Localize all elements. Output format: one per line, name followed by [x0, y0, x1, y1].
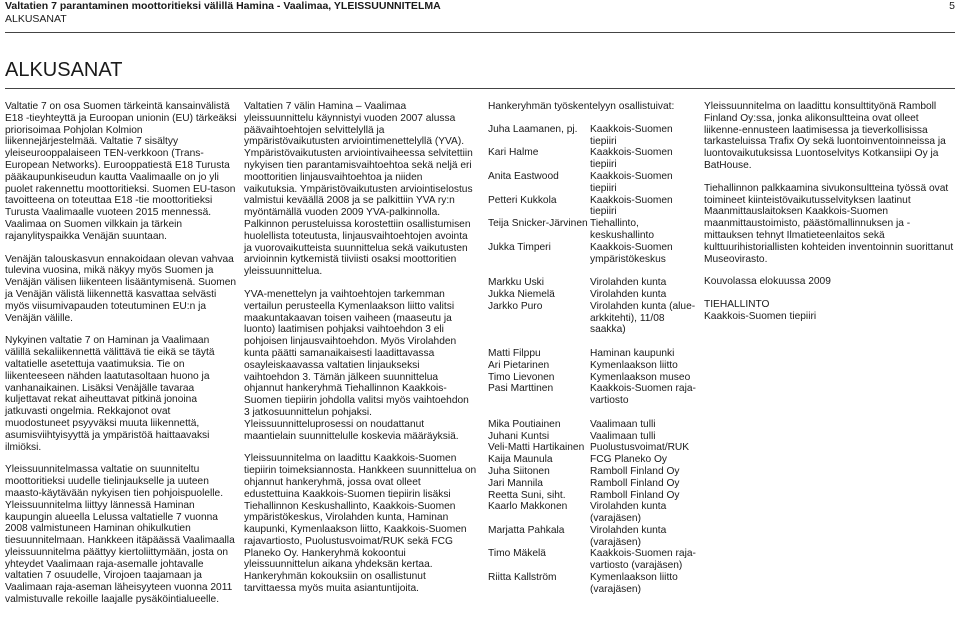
paragraph: Nykyinen valtatie 7 on Haminan ja Vaalimaan välillä sekaliikennettä välittävä tie eikä se täytä valtatielle asetettuja vaatimuksia. Tie on liikenteeseen nähden laatutasoltaan huono ja vanhanaikainen. Lisäksi Venäjälle tavaraa kuljettavat rekat aiheuttavat pitkinä jonoina jatkuvasti ongelmia. Rekkajonot ovat muodostuneet psyyväksi muuta liikennettä, asumisviihtyisyyttä ja ympäristöä haittaavaksi ilmiöksi.	[5, 335, 215, 453]
team-member-row	[488, 525, 700, 549]
team-member-row	[488, 171, 700, 195]
paragraph: YVA-menettelyn ja vaihtoehtojen tarkemman vertailun perusteella Kymenlaakson liitto valitsi maakuntakaavan toisen vaiheen (maaseutu ja luonto) laatimisen pohjaksi vaihtoehdon 3 eli pohjoisen linjausvaihtoehdon. Myös Virolahden kunta päätti samanaikaisesti laadittavassa osayleiskaavassa valtatien linjaukseksi vaihtoehdon 3. Tämän jälkeen suunnittelua ohjannut hankeryhmä Tiehallinnon Kaakkois-Suomen tiepiirin johdolla valitsi myös vaihtoehdon 3 jatkosuunnittelun pohjaksi. Yleissuunnitteluprosessi on noudattanut maantielain suunnittelulle koskevia määräyksiä.	[244, 288, 469, 442]
team-member-row	[488, 372, 700, 384]
team-member-organization: Virolahden kunta (alue-arkkitehti), 11/08 saakka)	[590, 300, 696, 336]
paragraph: Yleissuunnitelmassa valtatie on suunniteltu moottoritieksi uudelle tielinjaukselle ja uuteen maasto-käytävään nykyisen tien pohjoispuolelle. Yleissuunnitelma liittyy lännessä Haminan kaupungin alueella Lelussa valtatielle 7 vuonna 2008 valmistuneen Haminan ohikulkutien tiesuunnitelmaan. Hankkeen itäpäässä Vaalimaalla yleissuunnitelma päättyy kiertoliittymään, josta on yhteydet Vaalimaan raja-asemalle johtavalle valtatien 7 osuudelle, Virojoen taajamaan ja Vaalimaan raja-aseman läheisyyteen vuonna 2011 valmistuvalle rekoille laajalle pysäköintialueelle.	[5, 464, 235, 606]
team-member-row	[488, 147, 700, 171]
team-member-row	[488, 124, 700, 148]
team-member-organization: Kaakkois-Suomen tiepiiri	[590, 147, 673, 171]
team-member-organization: Virolahden kunta	[590, 288, 667, 300]
team-member-name: Kari Halme	[488, 147, 539, 159]
team-member-organization: Virolahden kunta	[590, 277, 667, 289]
team-member-organization: Tiehallinto, keskushallinto	[590, 218, 654, 241]
header-divider	[5, 32, 955, 33]
team-member-organization: Haminan kaupunki	[590, 347, 675, 359]
team-member-name: Juhani Kuntsi	[488, 430, 550, 442]
team-member-row	[488, 572, 700, 596]
team-member-name: Anita Eastwood	[488, 170, 559, 182]
team-member-name: Matti Filppu	[488, 347, 541, 359]
team-member-name: Veli-Matti Hartikainen	[488, 442, 585, 454]
project-team-heading: Hankeryhmän työskentelyyn osallistuivat:	[488, 101, 675, 112]
team-member-name: Jarkko Puro	[488, 300, 543, 312]
team-member-row	[488, 454, 700, 466]
text-column-4	[704, 101, 958, 334]
project-team-list	[488, 124, 700, 596]
text-column-1	[5, 101, 237, 617]
team-member-organization: Ramboll Finland Oy	[590, 489, 680, 501]
team-member-row	[488, 383, 700, 407]
team-member-organization: FCG Planeko Oy	[590, 454, 667, 466]
team-member-name: Kaarlo Makkonen	[488, 501, 568, 513]
team-member-name: Markku Uski	[488, 277, 545, 289]
team-member-organization: Kymenlaakson liitto (varajäsen)	[590, 572, 678, 595]
team-member-name: Teija Snicker-Järvinen	[488, 218, 588, 230]
team-member-organization: Kymenlaakson museo	[590, 371, 691, 383]
team-member-name: Jukka Niemelä	[488, 288, 555, 300]
team-member-organization: Puolustusvoimat/RUK	[590, 442, 690, 454]
team-member-name: Mika Poutiainen	[488, 418, 561, 430]
team-member-row	[488, 289, 700, 301]
team-member-name: Jukka Timperi	[488, 241, 551, 253]
team-member-name: Timo Mäkelä	[488, 548, 546, 560]
text-column-2	[244, 101, 477, 606]
team-member-name: Jari Mannila	[488, 477, 543, 489]
team-member-row	[488, 490, 700, 502]
section-title: ALKUSANAT	[5, 59, 123, 81]
team-member-name: Ari Pietarinen	[488, 359, 550, 371]
team-member-organization: Kymenlaakson liitto	[590, 359, 678, 371]
team-member-name: Petteri Kukkola	[488, 194, 557, 206]
paragraph: Valtatie 7 on osa Suomen tärkeintä kansainvälistä E18 -tieyhteyttä ja Euroopan unionin (EU) tärkeäksi priorisoimaa Pohjolan Kolmion liikennejärjestelmää. Valtatie 7 sisältyy yleiseurooppalaiseen TEN-verkkoon (Trans-European Networks). Eurooppatiestä E18 Turusta pääkaupunkiseudun kautta Vaalimaalle on jo yli puolet rakennettu moottoritieksi. Suomen EU-tason tavoitteena on toteuttaa E18 -tie moottoritieksi Turusta Vaalimaalle vuoteen 2015 mennessä. Vaalimaa on Suomen vilkkain ja tärkein rajanylityspaikka Venäjän suuntaan.	[5, 101, 237, 242]
team-member-row	[488, 195, 700, 219]
team-member-row	[488, 360, 700, 372]
team-member-name: Pasi Marttinen	[488, 383, 554, 395]
team-member-organization: Kaakkois-Suomen raja-vartiosto	[590, 383, 696, 407]
team-member-row	[488, 466, 700, 478]
team-member-row	[488, 348, 700, 360]
team-member-name: Juha Laamanen, pj.	[488, 123, 578, 135]
team-member-row	[488, 442, 700, 454]
team-member-name: Reetta Suni, siht.	[488, 489, 566, 501]
title-divider	[5, 88, 955, 89]
team-member-name: Kaija Maunula	[488, 454, 553, 466]
page-header	[5, 0, 955, 26]
document-title: Valtatien 7 parantaminen moottoritieksi välillä Hamina - Vaalimaa, YLEISSUUNNITELMA	[5, 0, 441, 12]
header-section-name: ALKUSANAT	[5, 13, 67, 25]
signature-organization: TIEHALLINTO Kaakkois-Suomen tiepiiri	[704, 299, 817, 322]
team-member-name: Riitta Kallström	[488, 572, 557, 584]
signature-place-date: Kouvolassa elokuussa 2009	[704, 276, 831, 288]
team-member-row	[488, 431, 700, 443]
team-member-organization: Vaalimaan tulli	[590, 418, 656, 430]
team-member-organization: Kaakkois-Suomen raja-vartiosto (varajäsen)	[590, 548, 696, 572]
team-member-row	[488, 277, 700, 289]
team-member-organization: Virolahden kunta (varajäsen)	[590, 524, 667, 548]
team-member-row	[488, 501, 700, 525]
team-member-organization: Kaakkois-Suomen tiepiiri	[590, 170, 673, 194]
team-member-organization: Virolahden kunta (varajäsen)	[590, 501, 667, 525]
paragraph: Venäjän talouskasvun ennakoidaan olevan vahvaa tulevina vuosina, mikä näkyy myös Suomen ja Venäjän välisen liikenteen lisääntymisenä. Suomen ja Venäjän välistä liikennettä kasvattaa selvästi myös viisumivapauden toteutuminen EU:n ja Venäjän välille.	[5, 253, 237, 324]
team-member-name: Timo Lievonen	[488, 371, 555, 383]
team-member-name: Juha Siitonen	[488, 465, 550, 477]
paragraph: Yleissuunnitelma on laadittu Kaakkois-Suomen tiepiirin toimeksiannosta. Hankkeen suunnittelua on ohjannut hankeryhmä, jossa ovat olleet edustettuina Kaakkois-Suomen tiepiirin lisäksi Tiehallinnon Keskushallinto, Kaakkois-Suomen ympäristökeskus, Virolahden kunta, Haminan kaupunki, Kymenlaakson liitto, Kaakkois-Suomen rajavartiosto, Puolustusvoimat/RUK sekä FCG Planeko Oy. Hankeryhmä kokoontui yleissuunnittelun aikana yhdeksän kertaa. Hankeryhmän kokouksiin on osallistunut tarvittaessa myös muita asiantuntijoita.	[244, 453, 477, 595]
team-member-organization: Ramboll Finland Oy	[590, 465, 680, 477]
team-member-row	[488, 478, 700, 490]
paragraph: Valtatien 7 välin Hamina – Vaalimaa yleissuunnittelu käynnistyi vuoden 2007 alussa päävaihtoehtojen selvittelyllä ja ympäristövaikutusten arviointimenettelyllä (YVA). Ympäristövaikutusten arviointivaiheessa selvitettiin nykyisen tien parantamisvaihtoehtoa sekä neljä eri moottoritien linjausvaihtoehtoa ja niiden vaikutuksia. Ympäristövaikutusten arviointiselostus valmistui keväällä 2008 ja se palkittiin YVA ry:n myöntämällä vuoden 2009 YVA-palkinnolla. Palkinnon perusteluissa korostettiin osallistumisen huolellista toteutusta, linjausvaihtoehtojen avointa ja vuorovaikutteista suunnittelua sekä vaikutusten arvioinnin kytkemistä tiiviisti osaksi moottoritien yleissuunnittelua.	[244, 101, 473, 278]
team-member-row	[488, 218, 700, 242]
team-member-name: Marjatta Pahkala	[488, 524, 565, 536]
page-number: 5	[949, 0, 955, 12]
team-member-organization: Kaakkois-Suomen ympäristökeskus	[590, 241, 673, 265]
team-member-row	[488, 301, 700, 336]
paragraph: Tiehallinnon palkkaamina sivukonsultteina työssä ovat toimineet kiinteistövaikutusselvityksen laatinut Maanmittauslaitoksen Kaakkois-Suomen maanmittaustoimisto, päästömallinnuksen ja -mittauksen tehnyt Ilmatieteenlaitos sekä kulttuurihistoriallisten kohteiden inventoinnin suorittanut Museovirasto.	[704, 182, 954, 265]
project-team-column	[488, 101, 700, 596]
paragraph: Yleissuunnitelma on laadittu konsulttityönä Ramboll Finland Oy:ssa, jonka alikonsultteina ovat olleet liikenne-ennusteen laatimisessa ja tieverkollisissa tarkasteluissa Trafix Oy sekä luontoinventoinneissa ja luontovaikutuksissa Luontoselvitys Kotkansiipi Oy ja BatHouse.	[704, 101, 946, 171]
team-member-row	[488, 242, 700, 266]
team-member-organization: Ramboll Finland Oy	[590, 477, 680, 489]
team-member-organization: Kaakkois-Suomen tiepiiri	[590, 123, 673, 147]
team-member-organization: Kaakkois-Suomen tiepiiri	[590, 194, 673, 218]
team-member-organization: Vaalimaan tulli	[590, 430, 656, 442]
team-member-row	[488, 419, 700, 431]
team-member-row	[488, 548, 700, 572]
